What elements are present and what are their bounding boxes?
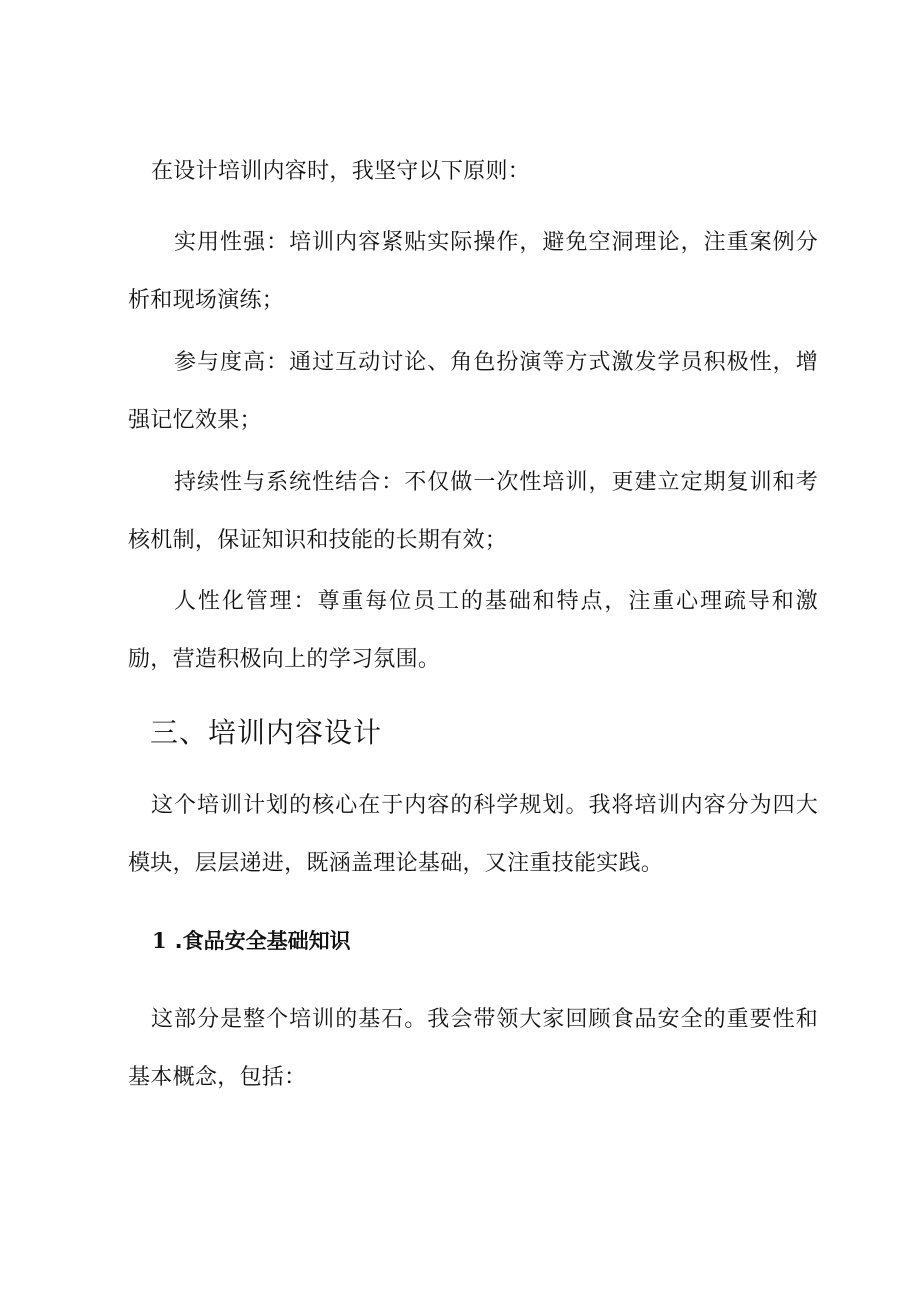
principle-continuity: 持续性与系统性结合：不仅做一次性培训，更建立定期复训和考核机制，保证知识和技能的长期有效； [128,470,818,553]
intro-paragraph: 在设计培训内容时，我坚守以下原则： [151,159,531,184]
principle-humanized: 人性化管理：尊重每位员工的基础和特点，注重心理疏导和激励，营造积极向上的学习氛围。 [128,589,818,672]
principle-practical: 实用性强：培训内容紧贴实际操作，避免空洞理论，注重案例分析和现场演练； [128,230,818,313]
subsection-title: .食品安全基础知识 [174,929,351,953]
subsection-heading [152,926,351,956]
section-intro-paragraph: 这个培训计划的核心在于内容的科学规划。我将培训内容分为四大模块，层层递进，既涵盖理论基础，又注重技能实践。 [128,793,818,876]
subsection-number: 1 [152,928,167,953]
section-heading: 三、培训内容设计 [150,716,383,749]
subsection-intro-paragraph: 这部分是整个培训的基石。我会带领大家回顾食品安全的重要性和基本概念，包括： [128,1007,818,1090]
principle-participation: 参与度高：通过互动讨论、角色扮演等方式激发学员积极性，增强记忆效果； [128,350,818,433]
